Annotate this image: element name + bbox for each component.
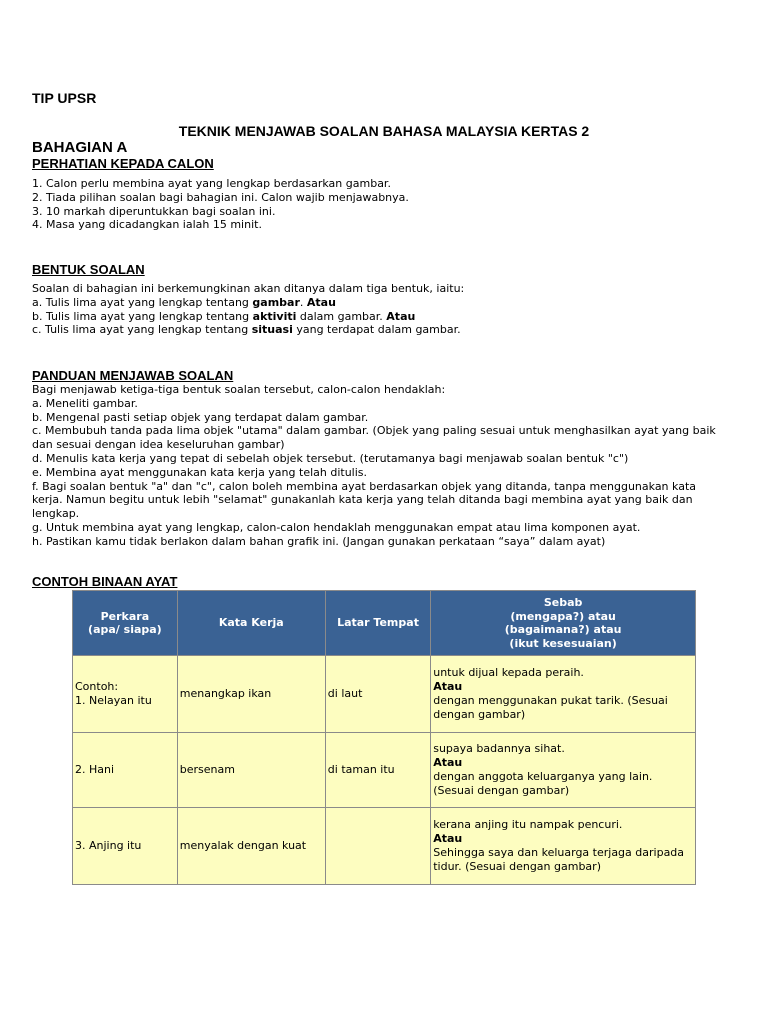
table-row: [73, 656, 696, 733]
section-bahagian: BAHAGIAN A: [32, 139, 128, 156]
cell-perkara: Contoh: 1. Nelayan itu: [73, 656, 178, 733]
header-perkara: Perkara (apa/ siapa): [73, 591, 178, 656]
table-row: [73, 808, 696, 885]
list-item: 4. Masa yang dicadangkan ialah 15 minit.: [32, 218, 262, 232]
list-item: a. Meneliti gambar.: [32, 396, 138, 410]
cell-sebab: supaya badannya sihat. Atau dengan anggota keluarganya yang lain. (Sesuai dengan gambar): [431, 733, 696, 808]
cell-kata-kerja: menangkap ikan: [177, 656, 325, 733]
panduan-list: [32, 383, 726, 549]
header-sebab: Sebab (mengapa?) atau (bagaimana?) atau (ikut kesesuaian): [431, 591, 696, 656]
bentuk-list: [32, 282, 732, 337]
list-item: 3. 10 markah diperuntukkan bagi soalan ini.: [32, 204, 276, 218]
list-item: b. Tulis lima ayat yang lengkap tentang aktiviti dalam gambar. Atau: [32, 309, 416, 323]
page-title: TEKNIK MENJAWAB SOALAN BAHASA MALAYSIA KERTAS 2: [178, 123, 590, 139]
perhatian-heading: PERHATIAN KEPADA CALON: [32, 156, 214, 171]
cell-latar: di laut: [325, 656, 430, 733]
cell-perkara: 2. Hani: [73, 733, 178, 808]
list-item: b. Mengenal pasti setiap objek yang terdapat dalam gambar.: [32, 410, 369, 424]
perhatian-list: [32, 177, 732, 232]
list-item: g. Untuk membina ayat yang lengkap, calon-calon hendaklah menggunakan empat atau lima komponen ayat.: [32, 520, 641, 534]
table-row: [73, 733, 696, 808]
cell-kata-kerja: menyalak dengan kuat: [177, 808, 325, 885]
list-item: d. Menulis kata kerja yang tepat di sebelah objek tersebut. (terutamanya bagi menjawab soalan bentuk "c"): [32, 451, 629, 465]
cell-sebab: kerana anjing itu nampak pencuri. Atau Sehingga saya dan keluarga terjaga daripada tidur. (Sesuai dengan gambar): [431, 808, 696, 885]
list-item: c. Membubuh tanda pada lima objek "utama" dalam gambar. (Objek yang paling sesuai untuk menghasilkan ayat yang baik dan sesuai dengan idea keseluruhan gambar): [32, 424, 716, 452]
bentuk-intro: Soalan di bahagian ini berkemungkinan akan ditanya dalam tiga bentuk, iaitu:: [32, 282, 465, 295]
panduan-intro: Bagi menjawab ketiga-tiga bentuk soalan tersebut, calon-calon hendaklah:: [32, 383, 446, 396]
list-item: e. Membina ayat menggunakan kata kerja yang telah ditulis.: [32, 465, 368, 479]
header-latar-tempat: Latar Tempat: [325, 591, 430, 656]
list-item: h. Pastikan kamu tidak berlakon dalam bahan grafik ini. (Jangan gunakan perkataan “saya” dalam ayat): [32, 534, 606, 548]
table-header-row: [73, 591, 696, 656]
cell-perkara: 3. Anjing itu: [73, 808, 178, 885]
header-kata-kerja: Kata Kerja: [177, 591, 325, 656]
cell-latar: di taman itu: [325, 733, 430, 808]
contoh-table: [72, 590, 696, 885]
cell-sebab: untuk dijual kepada peraih. Atau dengan menggunakan pukat tarik. (Sesuai dengan gambar): [431, 656, 696, 733]
bentuk-heading: BENTUK SOALAN: [32, 262, 145, 277]
panduan-heading: PANDUAN MENJAWAB SOALAN: [32, 368, 234, 383]
cell-latar: [325, 808, 430, 885]
tip-heading: TIP UPSR: [32, 90, 97, 106]
list-item: a. Tulis lima ayat yang lengkap tentang gambar. Atau: [32, 295, 336, 309]
list-item: 2. Tiada pilihan soalan bagi bahagian ini. Calon wajib menjawabnya.: [32, 190, 409, 204]
list-item: f. Bagi soalan bentuk "a" dan "c", calon boleh membina ayat berdasarkan objek yang ditanda, tanpa menggunakan kata kerja. Namun begitu untuk lebih "selamat" gunakanlah kata kerja yang telah ditanda bagi membina ayat yang baik dan lengkap.: [32, 479, 697, 521]
list-item: c. Tulis lima ayat yang lengkap tentang situasi yang terdapat dalam gambar.: [32, 323, 461, 337]
list-item: 1. Calon perlu membina ayat yang lengkap berdasarkan gambar.: [32, 177, 391, 190]
contoh-heading: CONTOH BINAAN AYAT: [32, 574, 178, 589]
cell-kata-kerja: bersenam: [177, 733, 325, 808]
